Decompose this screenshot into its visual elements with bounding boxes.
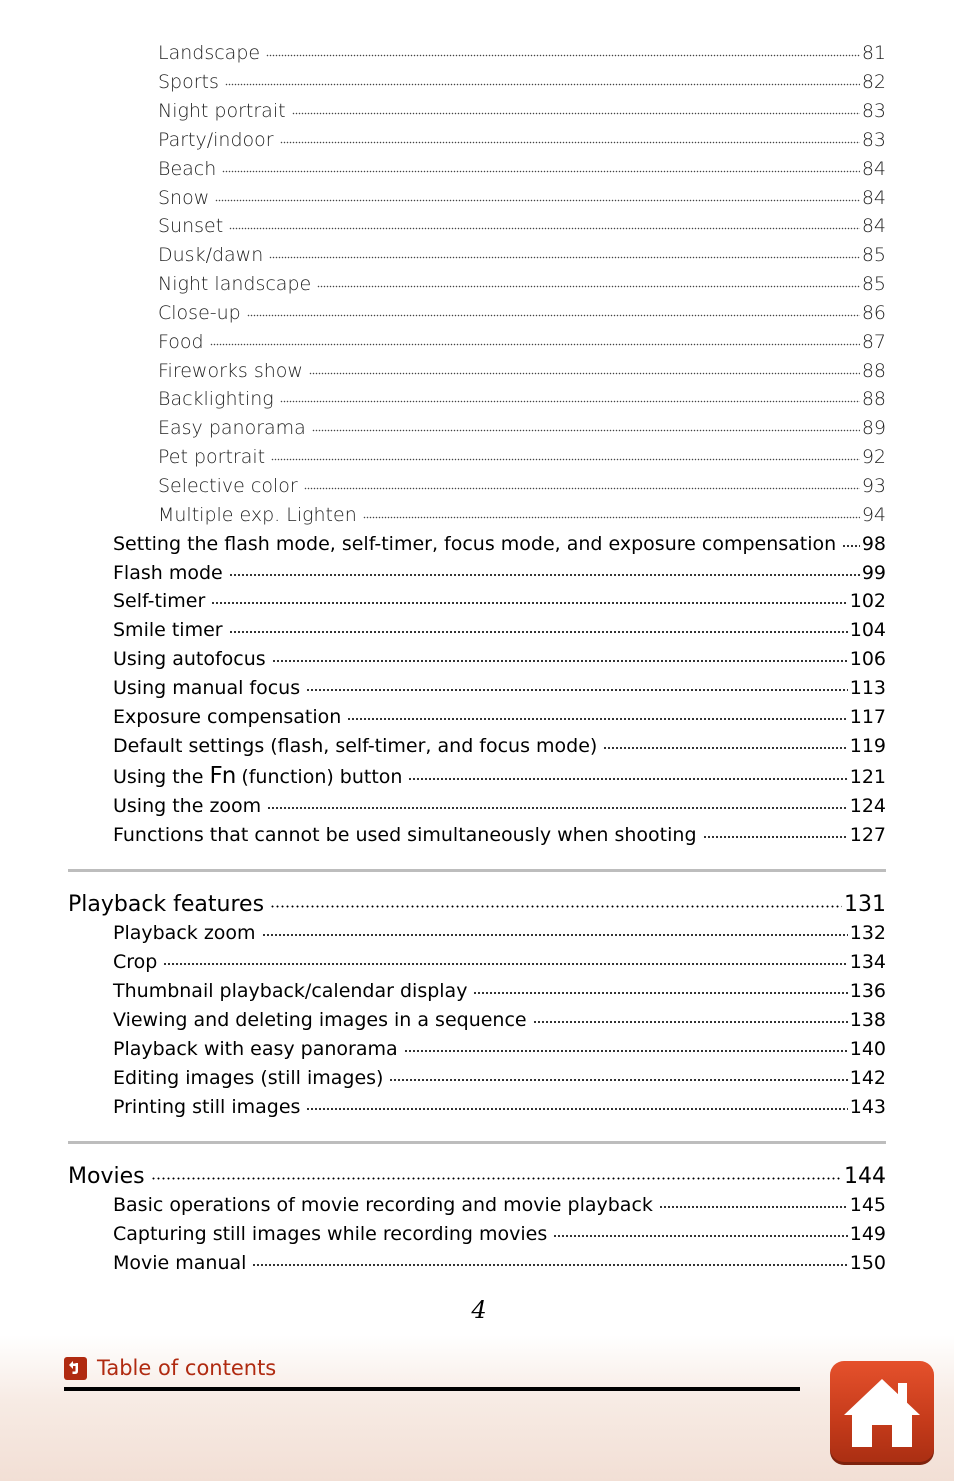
toc-entry-label: [113, 763, 408, 789]
toc-entry-label: Basic operations of movie recording and movie playback: [113, 1194, 653, 1216]
toc-entry[interactable]: [113, 793, 886, 817]
toc-entry-label: Close-up: [158, 302, 241, 324]
section-divider: [68, 1141, 886, 1144]
toc-entry-label: Default settings (flash, self-timer, and focus mode): [113, 735, 598, 757]
toc-entry-page: 140: [849, 1038, 886, 1060]
toc-entry[interactable]: [158, 242, 886, 266]
dot-leader: [270, 887, 842, 909]
toc-entry-page: 134: [849, 951, 886, 973]
dot-leader: [408, 762, 847, 781]
toc-entry-label: Self-timer: [113, 590, 206, 612]
dot-leader: [229, 558, 860, 577]
dot-leader: [272, 644, 848, 663]
toc-entry-page: 83: [861, 100, 886, 122]
toc-entry[interactable]: [113, 560, 886, 584]
toc-entry-page: 106: [849, 648, 886, 670]
toc-entry[interactable]: [158, 271, 886, 295]
dot-leader: [271, 442, 860, 461]
toc-entry[interactable]: [158, 415, 886, 439]
toc-entry-label: Party/indoor: [158, 129, 274, 151]
toc-entry-page: 85: [861, 273, 886, 295]
toc-entry[interactable]: [113, 1094, 886, 1118]
dot-leader: [151, 1159, 842, 1181]
toc-entry[interactable]: [158, 300, 886, 324]
toc-entry[interactable]: [113, 1250, 886, 1274]
toc-entry-page: 86: [861, 302, 886, 324]
toc-entry[interactable]: [113, 822, 886, 846]
dot-leader: [292, 96, 860, 115]
toc-entry-label: Night portrait: [158, 100, 286, 122]
toc-entry-label: Food: [158, 331, 204, 353]
toc-entry[interactable]: [158, 98, 886, 122]
toc-entry-label: Printing still images: [113, 1096, 301, 1118]
toc-entry-label-start: Using the: [113, 766, 204, 788]
toc-entry-page: 142: [849, 1067, 886, 1089]
toc-entry-label: Pet portrait: [158, 446, 266, 468]
toc-entry-label: Sunset: [158, 215, 224, 237]
dot-leader: [247, 298, 860, 317]
toc-entry[interactable]: [158, 358, 886, 382]
toc-entry-label-end: (function) button: [241, 766, 403, 788]
toc-entry[interactable]: [158, 329, 886, 353]
dot-leader: [269, 240, 860, 259]
toc-entry-page: 84: [861, 187, 886, 209]
dot-leader: [215, 183, 860, 202]
toc-entry-page: 149: [849, 1223, 886, 1245]
toc-entry-page: 117: [849, 706, 886, 728]
toc-entry[interactable]: [113, 1192, 886, 1216]
toc-entry-label: Setting the flash mode, self-timer, focus mode, and exposure compensation: [113, 533, 837, 555]
toc-entry-label: Flash mode: [113, 562, 223, 584]
toc-entry-label: Backlighting: [158, 388, 274, 410]
toc-entry-page: 81: [861, 42, 886, 64]
dot-leader: [266, 38, 860, 57]
toc-entry-label: Using autofocus: [113, 648, 266, 670]
toc-entry[interactable]: [113, 646, 886, 670]
toc-entry-page: 145: [849, 1194, 886, 1216]
toc-entry-label: Sports: [158, 71, 219, 93]
toc-entry-page: 88: [861, 360, 886, 382]
toc-entry[interactable]: [113, 763, 886, 789]
return-arrow-icon: [64, 1357, 87, 1380]
toc-entry[interactable]: [113, 704, 886, 728]
toc-entry[interactable]: [158, 444, 886, 468]
dot-leader: [473, 976, 847, 995]
dot-leader: [306, 1092, 847, 1111]
toc-entry-page: 98: [861, 533, 886, 555]
fn-button-icon: Fn: [209, 763, 236, 789]
toc-entry-page: 83: [861, 129, 886, 151]
toc-entry-page: 132: [849, 922, 886, 944]
dot-leader: [363, 500, 860, 519]
dot-leader: [225, 67, 860, 86]
toc-entry[interactable]: [113, 1221, 886, 1245]
toc-entry-page: 84: [861, 158, 886, 180]
toc-entry-label: Editing images (still images): [113, 1067, 384, 1089]
toc-entry[interactable]: [158, 473, 886, 497]
toc-entry[interactable]: [113, 675, 886, 699]
table-of-contents-label: Table of contents: [97, 1356, 277, 1380]
dot-leader: [533, 1005, 848, 1024]
toc-entry-page: 143: [849, 1096, 886, 1118]
dot-leader: [252, 1248, 847, 1267]
toc-entry-label: Dusk/dawn: [158, 244, 264, 266]
home-button[interactable]: [830, 1361, 934, 1465]
dot-leader: [222, 154, 860, 173]
toc-entry-label: Using manual focus: [113, 677, 301, 699]
toc-entry-label: Thumbnail playback/calendar display: [113, 980, 468, 1002]
toc-entry-label: Easy panorama: [158, 417, 306, 439]
toc-entry[interactable]: [158, 69, 886, 93]
toc-entry-label: Playback with easy panorama: [113, 1038, 398, 1060]
toc-entry[interactable]: [158, 386, 886, 410]
toc-entry[interactable]: [158, 213, 886, 237]
dot-leader: [262, 918, 848, 937]
toc-entry-page: 93: [861, 475, 886, 497]
toc-entry[interactable]: [113, 920, 886, 944]
toc-entry[interactable]: [113, 617, 886, 641]
footer-rule: [64, 1387, 800, 1391]
toc-entry-page: 119: [849, 735, 886, 757]
toc-entry-page: 150: [849, 1252, 886, 1274]
dot-leader: [703, 820, 848, 839]
dot-leader: [163, 947, 847, 966]
dot-leader: [309, 356, 860, 375]
toc-entry-label: Night landscape: [158, 273, 312, 295]
dot-leader: [659, 1190, 848, 1209]
toc-entry-page: 127: [849, 824, 886, 846]
toc-section-movies[interactable]: [68, 1161, 886, 1189]
toc-entry[interactable]: [113, 588, 886, 612]
toc-entry-label: Capturing still images while recording movies: [113, 1223, 548, 1245]
dot-leader: [317, 269, 860, 288]
toc-entry-page: 88: [861, 388, 886, 410]
dot-leader: [280, 125, 860, 144]
toc-entry-label: Viewing and deleting images in a sequence: [113, 1009, 527, 1031]
dot-leader: [404, 1034, 848, 1053]
dot-leader: [312, 413, 860, 432]
toc-entry-label: Using the zoom: [113, 795, 262, 817]
toc-entry-label: Beach: [158, 158, 217, 180]
toc-entry-page: 94: [861, 504, 886, 526]
toc-entry-label: Exposure compensation: [113, 706, 342, 728]
dot-leader: [280, 384, 860, 403]
toc-entry-page: 136: [849, 980, 886, 1002]
toc-entry[interactable]: [158, 156, 886, 180]
toc-entry[interactable]: [158, 127, 886, 151]
toc-entry-label: Functions that cannot be used simultaneously when shooting: [113, 824, 697, 846]
dot-leader: [389, 1063, 847, 1082]
toc-entry-page: 99: [861, 562, 886, 584]
toc-entry-page: 85: [861, 244, 886, 266]
toc-entry-page: 89: [861, 417, 886, 439]
toc-entry[interactable]: [158, 40, 886, 64]
toc-entry-page: 138: [849, 1009, 886, 1031]
toc-entry-label: Smile timer: [113, 619, 223, 641]
toc-section-title: Playback features: [68, 892, 265, 917]
dot-leader: [229, 211, 860, 230]
dot-leader: [267, 791, 848, 810]
toc-entry-page: 124: [849, 795, 886, 817]
toc-entry[interactable]: [113, 1065, 886, 1089]
page-number: 4: [471, 1296, 487, 1324]
toc-entry-label: Playback zoom: [113, 922, 256, 944]
toc-section-title: Movies: [68, 1164, 145, 1189]
toc-entry[interactable]: [113, 1036, 886, 1060]
toc-entry-label: Landscape: [158, 42, 261, 64]
dot-leader: [306, 673, 848, 692]
toc-entry[interactable]: [113, 949, 886, 973]
toc-entry[interactable]: [113, 978, 886, 1002]
toc-entry[interactable]: [113, 1007, 886, 1031]
toc-entry[interactable]: [113, 531, 886, 555]
dot-leader: [210, 327, 860, 346]
toc-entry[interactable]: [113, 733, 886, 757]
home-icon: [840, 1375, 924, 1451]
toc-entry-page: 121: [849, 766, 886, 788]
toc-entry[interactable]: [158, 185, 886, 209]
toc-entry-page: 87: [861, 331, 886, 353]
toc-entry-page: 102: [849, 590, 886, 612]
section-divider: [68, 869, 886, 872]
toc-entry-label: Movie manual: [113, 1252, 247, 1274]
toc-entry-page: 92: [861, 446, 886, 468]
toc-section-playback[interactable]: [68, 889, 886, 917]
toc-entry-label: Multiple exp. Lighten: [158, 504, 357, 526]
toc-entry-page: 104: [849, 619, 886, 641]
toc-entry-page: 84: [861, 215, 886, 237]
toc-entry-label: Crop: [113, 951, 158, 973]
toc-entry-label: Fireworks show: [158, 360, 303, 382]
toc-entry-page: 82: [861, 71, 886, 93]
toc-entry-label: Selective color: [158, 475, 298, 497]
dot-leader: [842, 529, 860, 548]
dot-leader: [229, 615, 848, 634]
dot-leader: [553, 1219, 847, 1238]
table-of-contents-link[interactable]: [64, 1356, 276, 1380]
toc-entry-label: Snow: [158, 187, 210, 209]
toc-section-page: 144: [844, 1164, 886, 1189]
toc-section-page: 131: [844, 892, 886, 917]
dot-leader: [211, 586, 847, 605]
dot-leader: [603, 731, 847, 750]
dot-leader: [304, 471, 860, 490]
toc-entry[interactable]: [158, 502, 886, 526]
dot-leader: [347, 702, 847, 721]
toc-entry-page: 113: [849, 677, 886, 699]
